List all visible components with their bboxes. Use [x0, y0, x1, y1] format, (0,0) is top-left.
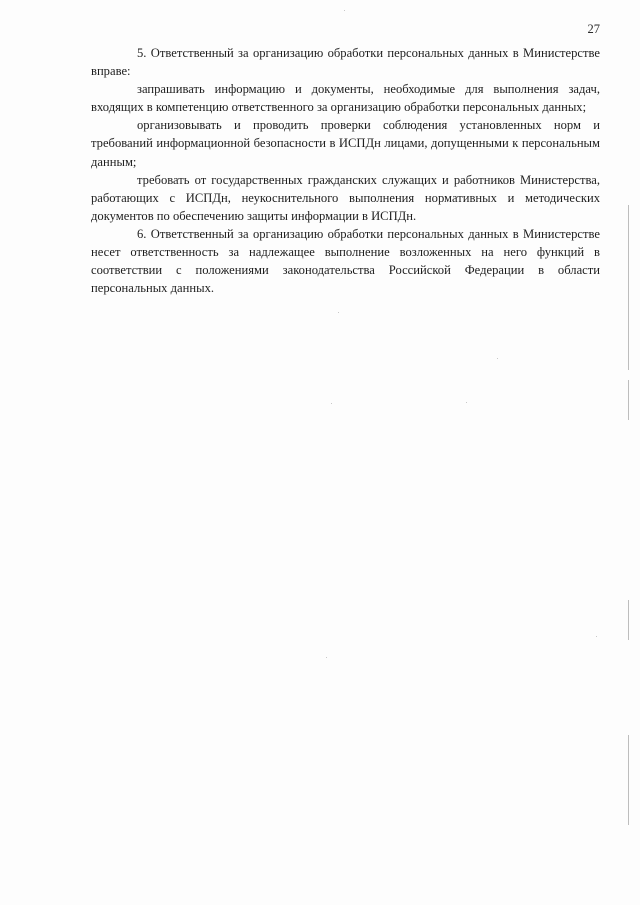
scan-speck: [596, 636, 597, 637]
scan-speck: [331, 403, 332, 404]
document-body: [91, 44, 600, 297]
scan-speck: [466, 402, 467, 403]
paragraph-5-intro: 5. Ответственный за организацию обработки персональных данных в Министерстве вправе:: [91, 46, 600, 79]
scan-edge-mark: [628, 600, 629, 640]
scan-edge-mark: [628, 205, 629, 370]
scan-edge-mark: [628, 735, 629, 825]
scan-edge-mark: [628, 380, 629, 420]
scan-speck: [338, 312, 339, 313]
paragraph-right-demand-compliance: требовать от государственных гражданских служащих и работников Министерства, работающих с ИСПДн, неукоснительного выполнения нормативных и методических документов по обеспечению защиты информации в ИСПДн.: [91, 172, 600, 223]
paragraph-right-organize-inspections: организовывать и проводить проверки соблюдения установленных норм и требований информационной безопасности в ИСПДн лицами, допущенными к персональным данным;: [91, 118, 600, 169]
page-number: 27: [587, 22, 600, 36]
paragraph-right-request-information: запрашивать информацию и документы, необходимые для выполнения задач, входящих в компетенцию ответственного за организацию обработки персональных данных;: [91, 82, 600, 115]
scan-speck: [497, 358, 498, 359]
paragraph-6-responsibility: 6. Ответственный за организацию обработки персональных данных в Министерстве несет ответственность за надлежащее выполнение возложенных на него функций в соответствии с положениями законодательства Российской Федерации в области персональных данных.: [91, 226, 600, 296]
scan-speck: [344, 10, 345, 11]
scan-speck: [326, 657, 327, 658]
